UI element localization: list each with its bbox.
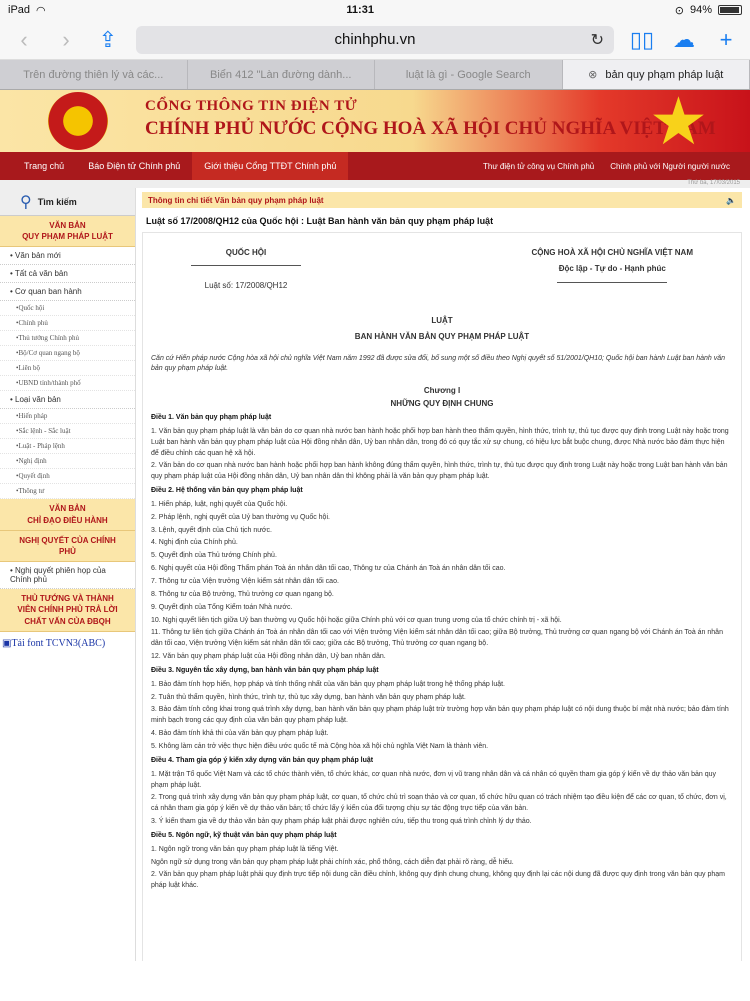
article-paragraph: 3. Lệnh, quyết định của Chủ tịch nước.	[151, 526, 272, 534]
content-area	[136, 188, 750, 961]
section-qa[interactable]	[0, 589, 135, 632]
article-paragraph: 12. Văn bản quy phạm pháp luật của Hội đồng nhân dân, Uỷ ban nhân dân.	[151, 653, 386, 661]
section-label: THỦ TƯỚNG VÀ THÀNH VIÊN CHÍNH PHỦ TRẢ LỜI CHẤT VẤN CỦA ĐBQH	[17, 594, 118, 626]
sidebar-item[interactable]: • Nghị quyết phiên họp của Chính phủ	[0, 562, 135, 589]
tab-title: luật là gì - Google Search	[405, 68, 531, 81]
tab-1[interactable]	[0, 60, 188, 89]
subitem-label: Bộ/Cơ quan ngang bộ	[18, 349, 80, 358]
issuing-org: QUỐC HỘI	[225, 248, 267, 257]
section-label: VĂN BẢN CHỈ ĐẠO ĐIỀU HÀNH	[27, 504, 108, 525]
magnifier-icon: ⚲	[20, 193, 32, 211]
item-label: Nghị quyết phiên họp của Chính phủ	[10, 566, 106, 585]
article-paragraph: 6. Nghị quyết của Hội đồng Thẩm phán Toà án nhân dân tối cao, Thông tư của Chánh án Toà án nhân dân tối cao.	[151, 565, 506, 573]
divider	[191, 265, 301, 266]
subitem-label: Chính phủ	[18, 319, 48, 328]
sidebar-item[interactable]: • Cơ quan ban hành	[0, 283, 135, 301]
article-paragraph: 2. Pháp lệnh, nghị quyết của Uỷ ban thường vụ Quốc hội.	[151, 513, 330, 521]
battery-percent: 94%	[689, 4, 712, 16]
chapter-title: NHỮNG QUY ĐỊNH CHUNG	[390, 398, 494, 408]
article-paragraph: 2. Văn bản quy phạm pháp luật phải quy định trực tiếp nội dung cần điều chỉnh, không quy định chung chung, không quy định lại các nội dung đã được quy định trong văn bản quy phạm pháp luật khác.	[151, 871, 725, 890]
law-title: BAN HÀNH VĂN BẢN QUY PHẠM PHÁP LUẬT	[354, 332, 530, 342]
sidebar-subitem[interactable]: •Hiến pháp	[0, 409, 135, 424]
article-paragraph: 2. Tuân thủ thẩm quyền, hình thức, trình tự, thủ tục xây dựng, ban hành văn bản quy phạm pháp luật.	[151, 693, 466, 701]
national-emblem	[48, 92, 108, 150]
banner-line2: CHÍNH PHỦ NƯỚC CỘNG HOÀ XÃ HỘI CHỦ NGHĨA VIỆT NAM	[145, 118, 716, 139]
article-heading: Điều 5. Ngôn ngữ, kỹ thuật văn bản quy phạm pháp luật	[151, 831, 337, 839]
battery-icon	[718, 5, 742, 15]
search-button[interactable]	[0, 188, 135, 216]
item-label: Cơ quan ban hành	[15, 287, 82, 297]
divider	[557, 282, 667, 283]
wifi-icon: ◠	[36, 4, 46, 17]
sidebar	[0, 188, 136, 961]
sidebar-subitem[interactable]: •Bộ/Cơ quan ngang bộ	[0, 346, 135, 361]
preamble: Căn cứ Hiến pháp nước Cộng hòa xã hội chủ nghĩa Việt Nam năm 1992 đã được sửa đổi, bổ sung một số điều theo Nghị quyết số 51/2001/QH10; Quốc hội ban hành Luật ban hành văn bản quy phạm pháp luật.	[151, 354, 726, 373]
sidebar-subitem[interactable]: •UBND tỉnh/thành phố	[0, 376, 135, 391]
sidebar-subitem[interactable]: •Thủ tướng Chính phủ	[0, 331, 135, 346]
subitem-label: Liên bộ	[18, 364, 41, 373]
sidebar-subitem[interactable]: •Thông tư	[0, 484, 135, 499]
article-paragraph: 1. Ngôn ngữ trong văn bản quy phạm pháp luật là tiếng Việt.	[151, 845, 339, 853]
article-paragraph: 5. Không làm cản trở việc thực hiện điều ước quốc tế mà Cộng hòa xã hội chủ nghĩa Việt Nam là thành viên.	[151, 742, 489, 750]
tab-bar	[0, 60, 750, 90]
share-icon[interactable]: ⇪	[98, 26, 118, 52]
subitem-label: Luật - Pháp lệnh	[18, 442, 65, 451]
sidebar-item[interactable]: • Tất cả văn bản	[0, 265, 135, 283]
search-label: Tìm kiếm	[37, 196, 77, 207]
article-paragraph: 1. Văn bản quy phạm pháp luật là văn bản do cơ quan nhà nước ban hành hoặc phối hợp ban hành theo thẩm quyền, hình thức, trình tự, thủ tục được quy định trong Luật này hoặc trong Luật ban hành văn bản quy phạm pháp luật của Hội đồng nhân dân, Uỷ ban nhân dân, trong đó có quy tắc xử sự chung, có hiệu lực bắt buộc chung, được Nhà nước bảo đảm thực hiện để điều chỉnh các quan hệ xã hội.	[151, 427, 729, 457]
new-tab-icon[interactable]: +	[719, 26, 733, 52]
sidebar-subitem[interactable]: •Nghị định	[0, 454, 135, 469]
document-body	[142, 232, 742, 961]
back-icon[interactable]: ‹	[20, 26, 28, 52]
article-paragraph: 9. Quyết định của Tổng Kiểm toán Nhà nước.	[151, 603, 293, 611]
subitem-label: Sắc lệnh - Sắc luật	[18, 427, 71, 436]
article-heading: Điều 1. Văn bản quy phạm pháp luật	[151, 414, 272, 422]
nav-about[interactable]: Giới thiệu Cổng TTĐT Chính phủ	[192, 152, 348, 180]
article-paragraph: 4. Nghị định của Chính phủ.	[151, 539, 238, 547]
tab-title: bản quy phạm pháp luật	[605, 68, 724, 81]
sidebar-subitem[interactable]: •Sắc lệnh - Sắc luật	[0, 424, 135, 439]
motto: Độc lập - Tự do - Hạnh phúc	[558, 264, 666, 274]
law-number: Luật số: 17/2008/QH12	[204, 281, 288, 291]
article-heading: Điều 3. Nguyên tắc xây dựng, ban hành văn bản quy phạm pháp luật	[151, 666, 379, 674]
nav-newspaper[interactable]: Báo Điện tử Chính phủ	[88, 161, 181, 171]
nav-email[interactable]: Thư điện tử công vụ Chính phủ	[483, 161, 595, 171]
main-nav	[0, 152, 750, 180]
clock: 11:31	[346, 4, 374, 16]
content-header-label: Thông tin chi tiết Văn bản quy phạm pháp luật	[148, 195, 324, 205]
article-paragraph: 10. Nghị quyết liên tịch giữa Uỷ ban thường vụ Quốc hội hoặc giữa Chính phủ với cơ quan trung ương của tổ chức chính trị - xã hội.	[151, 616, 562, 624]
font-download-link[interactable]: ▣Tải font TCVN3(ABC)	[2, 637, 106, 649]
date-line: Thứ ba, 17/03/2015	[0, 180, 750, 188]
sidebar-subitem[interactable]: •Liên bộ	[0, 361, 135, 376]
article-paragraph: 1. Hiến pháp, luật, nghị quyết của Quốc hội.	[151, 500, 288, 508]
address-bar[interactable]	[136, 26, 614, 54]
subitem-label: Quyết định	[18, 472, 50, 481]
reload-icon[interactable]: ↻	[590, 31, 604, 49]
status-bar	[0, 0, 750, 20]
subitem-label: Quốc hội	[18, 304, 45, 313]
item-label: Loại văn bản	[15, 395, 61, 405]
section-label: VĂN BẢN QUY PHẠM PHÁP LUẬT	[22, 221, 113, 242]
sidebar-item[interactable]: • Văn bản mới	[0, 247, 135, 265]
article-paragraph: 3. Ý kiến tham gia về dự thảo văn bản quy phạm pháp luật phải được nghiên cứu, tiếp thu trong quá trình chỉnh lý dự thảo.	[151, 818, 532, 826]
nav-foreigners[interactable]: Chính phủ với Người người nước	[610, 161, 730, 171]
item-label: Tất cả văn bản	[14, 269, 68, 279]
chapter-number: Chương I	[423, 386, 461, 396]
star-icon: ★	[648, 90, 708, 152]
article-paragraph: 1. Mặt trận Tổ quốc Việt Nam và các tổ chức thành viên, tổ chức khác, cơ quan nhà nước, đơn vị vũ trang nhân dân và cá nhân có quyền tham gia góp ý kiến về dự thảo văn bản quy phạm pháp luật.	[151, 770, 716, 789]
item-label: Văn bản mới	[15, 251, 61, 261]
section-directives[interactable]	[0, 499, 135, 530]
section-legal-docs[interactable]	[0, 216, 135, 247]
site-banner	[0, 90, 750, 152]
tab-4-active[interactable]	[563, 60, 750, 89]
sidebar-subitem[interactable]: •Chính phủ	[0, 316, 135, 331]
forward-icon[interactable]: ›	[62, 26, 70, 52]
device-label: iPad	[8, 4, 31, 16]
lock-rotation-icon: ⊙	[674, 4, 684, 17]
article-paragraph: 1. Bảo đảm tính hợp hiến, hợp pháp và tính thống nhất của văn bản quy phạm pháp luật trong hệ thống pháp luật.	[151, 680, 505, 688]
tab-3[interactable]	[375, 60, 563, 89]
section-label: NGHỊ QUYẾT CỦA CHÍNH PHỦ	[19, 535, 116, 556]
article-paragraph: 5. Quyết định của Thủ tướng Chính phủ.	[151, 552, 277, 560]
article-paragraph: 4. Bảo đảm tính khả thi của văn bản quy phạm pháp luật.	[151, 730, 329, 738]
article-paragraph: 2. Văn bản do cơ quan nhà nước ban hành hoặc phối hợp ban hành không đúng thẩm quyền, hình thức, trình tự, thủ tục được quy định trong Luật này hoặc trong Luật ban hành văn bản quy phạm pháp luật của Hội đồng nhân dân, Uỷ ban nhân dân thì không phải là văn bản quy phạm pháp luật.	[151, 462, 728, 481]
subitem-label: UBND tỉnh/thành phố	[18, 379, 81, 388]
article-paragraph: 11. Thông tư liên tịch giữa Chánh án Toà án nhân dân tối cao với Viện trưởng Viện kiểm sát nhân dân tối cao; giữa Bộ trưởng, Thủ trưởng cơ quan ngang bộ với Chánh án Toà án nhân dân tối cao, Viện trưởng Viện kiểm sát nhân dân tối cao; giữa các Bộ trưởng, Thủ trưởng cơ quan ngang bộ.	[151, 629, 723, 648]
article-paragraph: 7. Thông tư của Viện trưởng Viện kiểm sát nhân dân tối cao.	[151, 578, 339, 585]
banner-line1: CỔNG THÔNG TIN ĐIỆN TỬ	[145, 98, 358, 114]
tab-title: Trên đường thiên lý và các...	[23, 68, 164, 81]
page-title: Luật số 17/2008/QH12 của Quốc hội : Luật Ban hành văn bản quy phạm pháp luật	[146, 216, 494, 226]
tab-title: Biển 412 "Làn đường dành...	[210, 68, 352, 81]
speaker-icon[interactable]: 🔈	[726, 195, 736, 205]
sidebar-item[interactable]: • Loại văn bản	[0, 391, 135, 409]
close-tab-icon[interactable]: ⊗	[588, 69, 598, 81]
sidebar-subitem[interactable]: •Quyết định	[0, 469, 135, 484]
tab-2[interactable]	[188, 60, 376, 89]
republic-title: CỘNG HOÀ XÃ HỘI CHỦ NGHĨA VIỆT NAM	[531, 248, 693, 257]
subitem-label: Hiến pháp	[18, 412, 48, 421]
font-link-label: Tải font TCVN3(ABC)	[11, 637, 106, 649]
sidebar-subitem[interactable]: •Luật - Pháp lệnh	[0, 439, 135, 454]
subitem-label: Thông tư	[18, 487, 45, 496]
browser-toolbar	[0, 20, 750, 60]
article-paragraph: 2. Trong quá trình xây dựng văn bản quy phạm pháp luật, cơ quan, tổ chức chủ trì soạn thảo và cơ quan, tổ chức hữu quan có trách nhiệm tạo điều kiện để các cơ quan, tổ chức, đơn vị, cá nhân tham gia góp ý kiến về dự thảo văn bản; tổ chức lấy ý kiến của đối tượng chịu sự tác động trực tiếp của văn bản.	[151, 794, 727, 813]
sidebar-subitem[interactable]: •Quốc hội	[0, 301, 135, 316]
bookmarks-icon[interactable]: ▯▯	[629, 26, 655, 52]
subitem-label: Thủ tướng Chính phủ	[18, 334, 80, 343]
cloud-tabs-icon[interactable]: ☁	[673, 26, 695, 52]
law-label: LUẬT	[431, 315, 453, 325]
section-resolutions[interactable]	[0, 531, 135, 562]
article-paragraph: Ngôn ngữ sử dụng trong văn bản quy phạm pháp luật phải chính xác, phổ thông, cách diễn đạt phải rõ ràng, dễ hiểu.	[151, 858, 514, 866]
articles	[151, 413, 733, 892]
article-heading: Điều 2. Hệ thống văn bản quy phạm pháp luật	[151, 487, 303, 495]
content-header	[142, 192, 742, 208]
article-paragraph: 3. Bảo đảm tính công khai trong quá trình xây dựng, ban hành văn bản quy phạm pháp luật trừ trường hợp văn bản quy phạm pháp luật có nội dung thuộc bí mật nhà nước; bảo đảm tính minh bạch trong các quy định của văn bản quy phạm pháp luật.	[151, 706, 729, 725]
url-text: chinhphu.vn	[334, 31, 416, 48]
subitem-label: Nghị định	[18, 457, 47, 466]
article-heading: Điều 4. Tham gia góp ý kiến xây dựng văn bản quy phạm pháp luật	[151, 756, 374, 764]
nav-home[interactable]: Trang chủ	[24, 161, 65, 171]
article-paragraph: 8. Thông tư của Bộ trưởng, Thủ trưởng cơ quan ngang bộ.	[151, 590, 334, 598]
